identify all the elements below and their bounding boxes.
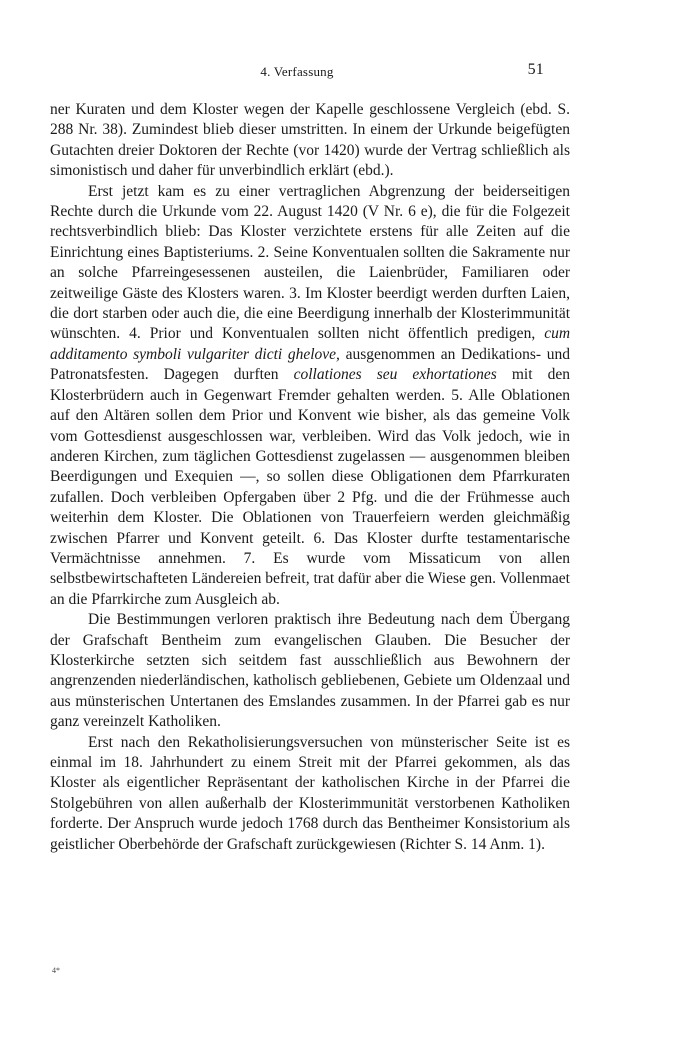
paragraph-text: Erst jetzt kam es zu einer vertraglichen Abgrenzung der beiderseitigen Rechte durch die Urkunde vom 22. August 1420 (V Nr. 6 e), die für die Folgezeit rechtsverbindlich blieb: Das Kloster verzichtete erstens für alle Zeiten auf die Einrichtung eines Baptisteriums. 2. Seine Konventualen sollten die Sakramente nur an solche Pfarreingesessenen austeilen, die Laienbrüder, Familiaren oder zeitweilige Gäste des Klosters waren. 3. Im Kloster beerdigt werden durften Laien, die dort starben oder auch die, die eine Beerdigung innerhalb der Klosterimmunität wünschten. 4. Prior und Konventualen sollten nicht öffentlich predigen, <box>50 182 570 343</box>
page-number: 51 <box>527 61 544 78</box>
paragraph: Erst nach den Rekatholisierungsversuchen von münsterischer Seite ist es einmal im 18. Jahrhundert zu einem Streit mit der Pfarrei gekommen, als das Kloster als eigentlicher Repräsentant der katholischen Kirche in der Pfarrei die Stolgebühren von allen außerhalb der Klosterimmunität verstorbenen Katholiken forderte. Der Anspruch wurde jedoch 1768 durch das Bentheimer Konsistorium als geistlicher Oberbehörde der Grafschaft zurückgewiesen (Richter S. 14 Anm. 1). <box>50 733 570 853</box>
latin-phrase: cum additamento symboli vulgariter dicti ghelove, <box>50 325 571 363</box>
paragraph-text: mit den Klosterbrüdern auch in Gegenwart Fremder gehalten werden. 5. Alle Oblationen auf den Altären sollen dem Prior und Konvent wie bisher, als das gemeine Volk vom Gottesdienst ausgeschlossen war, verbleiben. Wird das Volk jedoch, wie in anderen Kirchen, zum täglichen Gottesdienst zugelassen — ausgenommen bleiben Beerdigungen und Exequien —, so sollen diese Obligationen dem Pfarrkuraten zufallen. Doch verbleiben Opfergaben über 2 Pfg. und die der Frühmesse auch weiterhin dem Kloster. Die Oblationen von Trauerfeiern werden gleichmäßig zwischen Pfarrer und Konvent geteilt. 6. Das Kloster durfte testamentarische Vermächtnisse annehmen. 7. Es wurde vom Missaticum von allen selbstbewirtschafteten Ländereien befreit, trat dafür aber die Wiese gen. Vollenmaet an die Pfarrkirche zum Ausgleich ab. <box>50 366 570 608</box>
paragraph <box>50 182 570 611</box>
body-text <box>50 100 570 855</box>
paragraph: ner Kuraten und dem Kloster wegen der Kapelle geschlossene Vergleich (ebd. S. 288 Nr. 38). Zumindest blieb dieser umstritten. In einem der Urkunde beigefügten Gutachten dreier Doktoren der Rechte (vor 1420) wurde der Vertrag schließlich als simonistisch und daher für unverbindlich erklärt (ebd.). <box>50 101 570 180</box>
paragraph: Die Bestimmungen verloren praktisch ihre Bedeutung nach dem Übergang der Grafschaft Bentheim zum evangelischen Glauben. Die Besucher der Klosterkirche setzten sich seitdem fast ausschließlich aus Bewohnern der angrenzenden niederländischen, katholisch gebliebenen, Gebiete um Oldenzaal und aus münsterischen Untertanen des Emslandes zusammen. In der Pfarrei gab es nur ganz vereinzelt Katholiken. <box>50 611 570 731</box>
signature-mark: 4* <box>52 966 60 975</box>
paragraph-text: ausgenommen an Dedikations- und Patronatsfesten. Dagegen durften <box>50 345 570 384</box>
chapter-title: 4. Verfassung <box>260 64 334 79</box>
latin-phrase: collationes seu exhortationes <box>293 366 497 384</box>
